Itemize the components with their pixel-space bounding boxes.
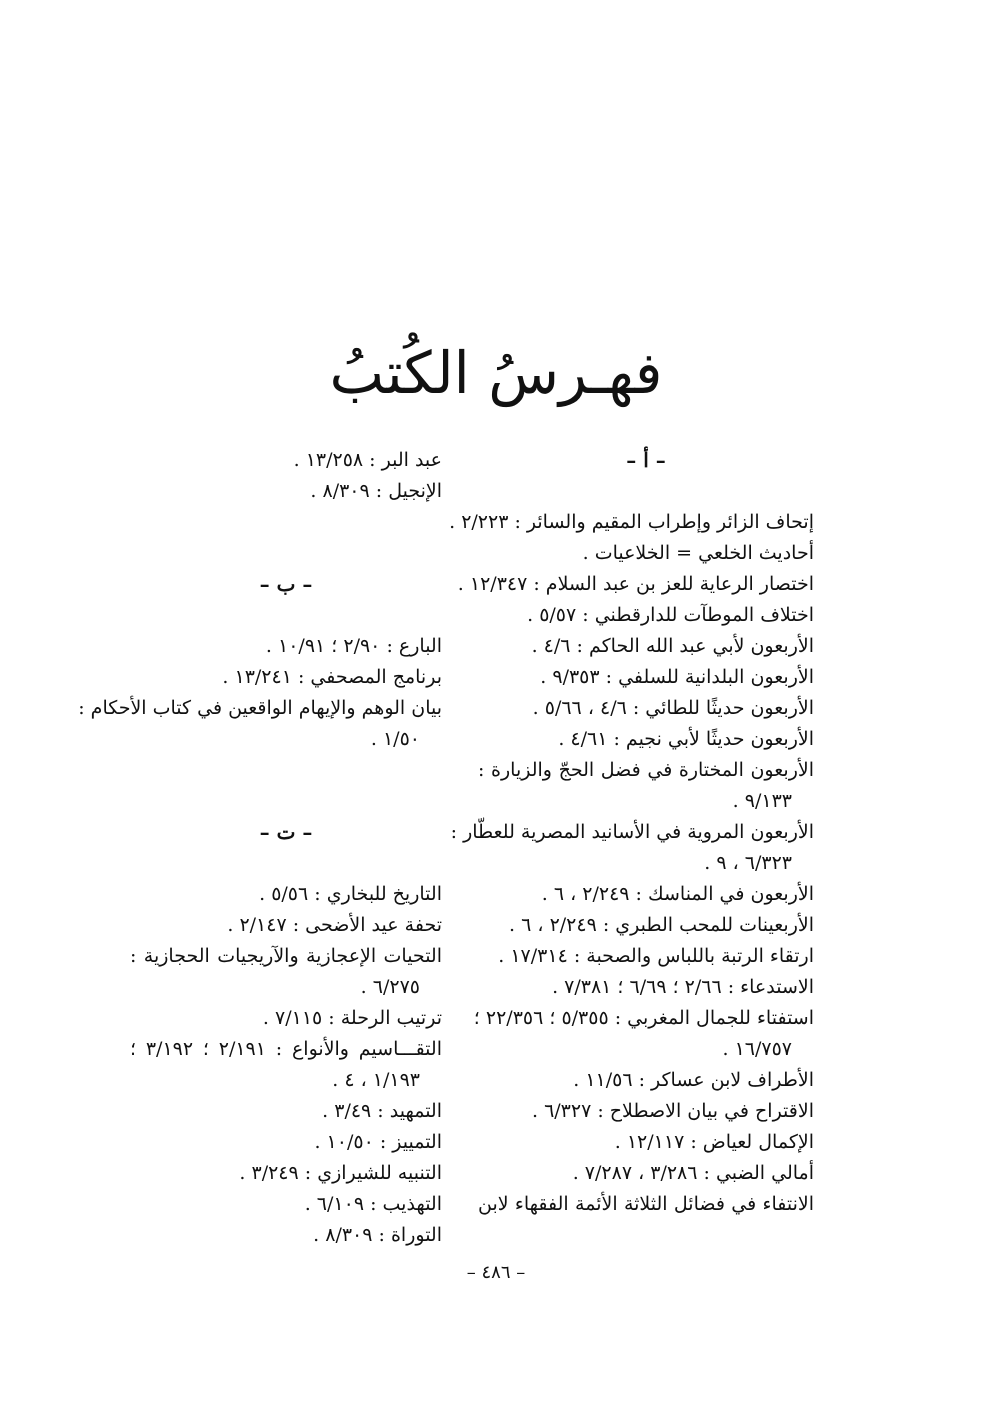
index-entry: التحيات الإعجازية والآريجيات الحجازية : (130, 945, 442, 967)
index-entry: ٩/١٣٣ . (732, 790, 792, 812)
index-entry: الاقتراح في بيان الاصطلاح : ٦/٣٢٧ . (531, 1100, 814, 1122)
index-column-right (449, 445, 814, 1220)
index-entry: الأربعون حديثًا لأبي نجيم : ٤/٦١ . (558, 728, 814, 750)
index-entry: الأربعون في المناسك : ٢/٢٤٩ ، ٦ . (541, 883, 814, 905)
index-entry: الأطراف لابن عساكر : ١١/٥٦ . (573, 1069, 814, 1091)
index-entry: تحفة عيد الأضحى : ٢/١٤٧ . (227, 914, 442, 936)
page-number: – ٤٨٦ – (466, 1262, 526, 1283)
index-entry: الأربعون المروية في الأسانيد المصرية للعطّار : (450, 821, 814, 843)
index-entry: التمهيد : ٣/٤٩ . (322, 1100, 442, 1122)
index-entry: الانتفاء في فضائل الثلاثة الأئمة الفقهاء لابن (478, 1193, 814, 1215)
index-entry: التقـــاسيم والأنواع : ٢/١٩١ ؛ ٣/١٩٢ ؛ (130, 1038, 442, 1060)
index-entry: الأربعون لأبي عبد الله الحاكم : ٤/٦ . (531, 635, 814, 657)
index-entry: استفتاء للجمال المغربي : ٥/٣٥٥ ؛ ٢٢/٣٥٦ ؛ (473, 1007, 814, 1029)
index-entry: ١٦/٧٥٧ . (722, 1038, 792, 1060)
index-entry: التاريخ للبخاري : ٥/٥٦ . (259, 883, 442, 905)
spacer (130, 755, 442, 817)
spacer (478, 476, 814, 507)
index-entry: ترتيب الرحلة : ٧/١١٥ . (262, 1007, 442, 1029)
index-entry: ٦/٢٧٥ . (360, 976, 420, 998)
spacer (130, 600, 442, 631)
index-entry: ١/١٩٣ ، ٤ . (332, 1069, 420, 1091)
index-entry: ٦/٣٢٣ ، ٩ . (704, 852, 792, 874)
spacer (130, 507, 442, 569)
index-entry: الأربعينات للمحب الطبري : ٢/٢٤٩ ، ٦ . (509, 914, 814, 936)
letter-heading: – أ – (626, 448, 666, 472)
page-title: فهـرسُ الكُتبُ (329, 339, 663, 407)
index-entry: الإكمال لعياض : ١٢/١١٧ . (614, 1131, 814, 1153)
letter-heading: – ت – (259, 820, 313, 844)
index-entry: الأربعون حديثًا للطائي : ٤/٦ ، ٥/٦٦ . (532, 697, 814, 719)
index-entry: الأربعون البلدانية للسلفي : ٩/٣٥٣ . (540, 666, 814, 688)
index-entry: إتحاف الزائر وإطراب المقيم والسائر : ٢/٢٢٣ . (449, 511, 814, 533)
index-entry: ١/٥٠ . (370, 728, 420, 750)
spacer (130, 848, 442, 879)
index-entry: أحاديث الخلعي = الخلاعيات . (582, 542, 814, 564)
index-entry: التوراة : ٨/٣٠٩ . (313, 1224, 442, 1246)
index-entry: التمييز : ١٠/٥٠ . (314, 1131, 442, 1153)
index-entry: عبد البر : ١٣/٢٥٨ . (293, 449, 442, 471)
index-entry: التهذيب : ٦/١٠٩ . (304, 1193, 442, 1215)
letter-heading: – ب – (259, 572, 313, 596)
index-column-left (78, 445, 442, 1251)
index-entry: الإنجيل : ٨/٣٠٩ . (310, 480, 442, 502)
index-entry: التنبيه للشيرازي : ٣/٢٤٩ . (239, 1162, 442, 1184)
index-entry: اختلاف الموطآت للدارقطني : ٥/٥٧ . (527, 604, 814, 626)
index-entry: ارتقاء الرتبة باللباس والصحبة : ١٧/٣١٤ . (498, 945, 814, 967)
index-entry: البارع : ٢/٩٠ ؛ ١٠/٩١ . (265, 635, 442, 657)
index-entry: أمالي الضبي : ٣/٢٨٦ ، ٧/٢٨٧ . (572, 1162, 814, 1184)
index-entry: اختصار الرعاية للعز بن عبد السلام : ١٢/٣٤٧ . (457, 573, 814, 595)
index-entry: الأربعون المختارة في فضل الحجّ والزيارة : (478, 759, 814, 781)
index-entry: الاستدعاء : ٢/٦٦ ؛ ٦/٦٩ ؛ ٧/٣٨١ . (552, 976, 814, 998)
index-entry: برنامج المصحفي : ١٣/٢٤١ . (222, 666, 442, 688)
index-entry: بيان الوهم والإيهام الواقعين في كتاب الأحكام : (78, 697, 442, 719)
